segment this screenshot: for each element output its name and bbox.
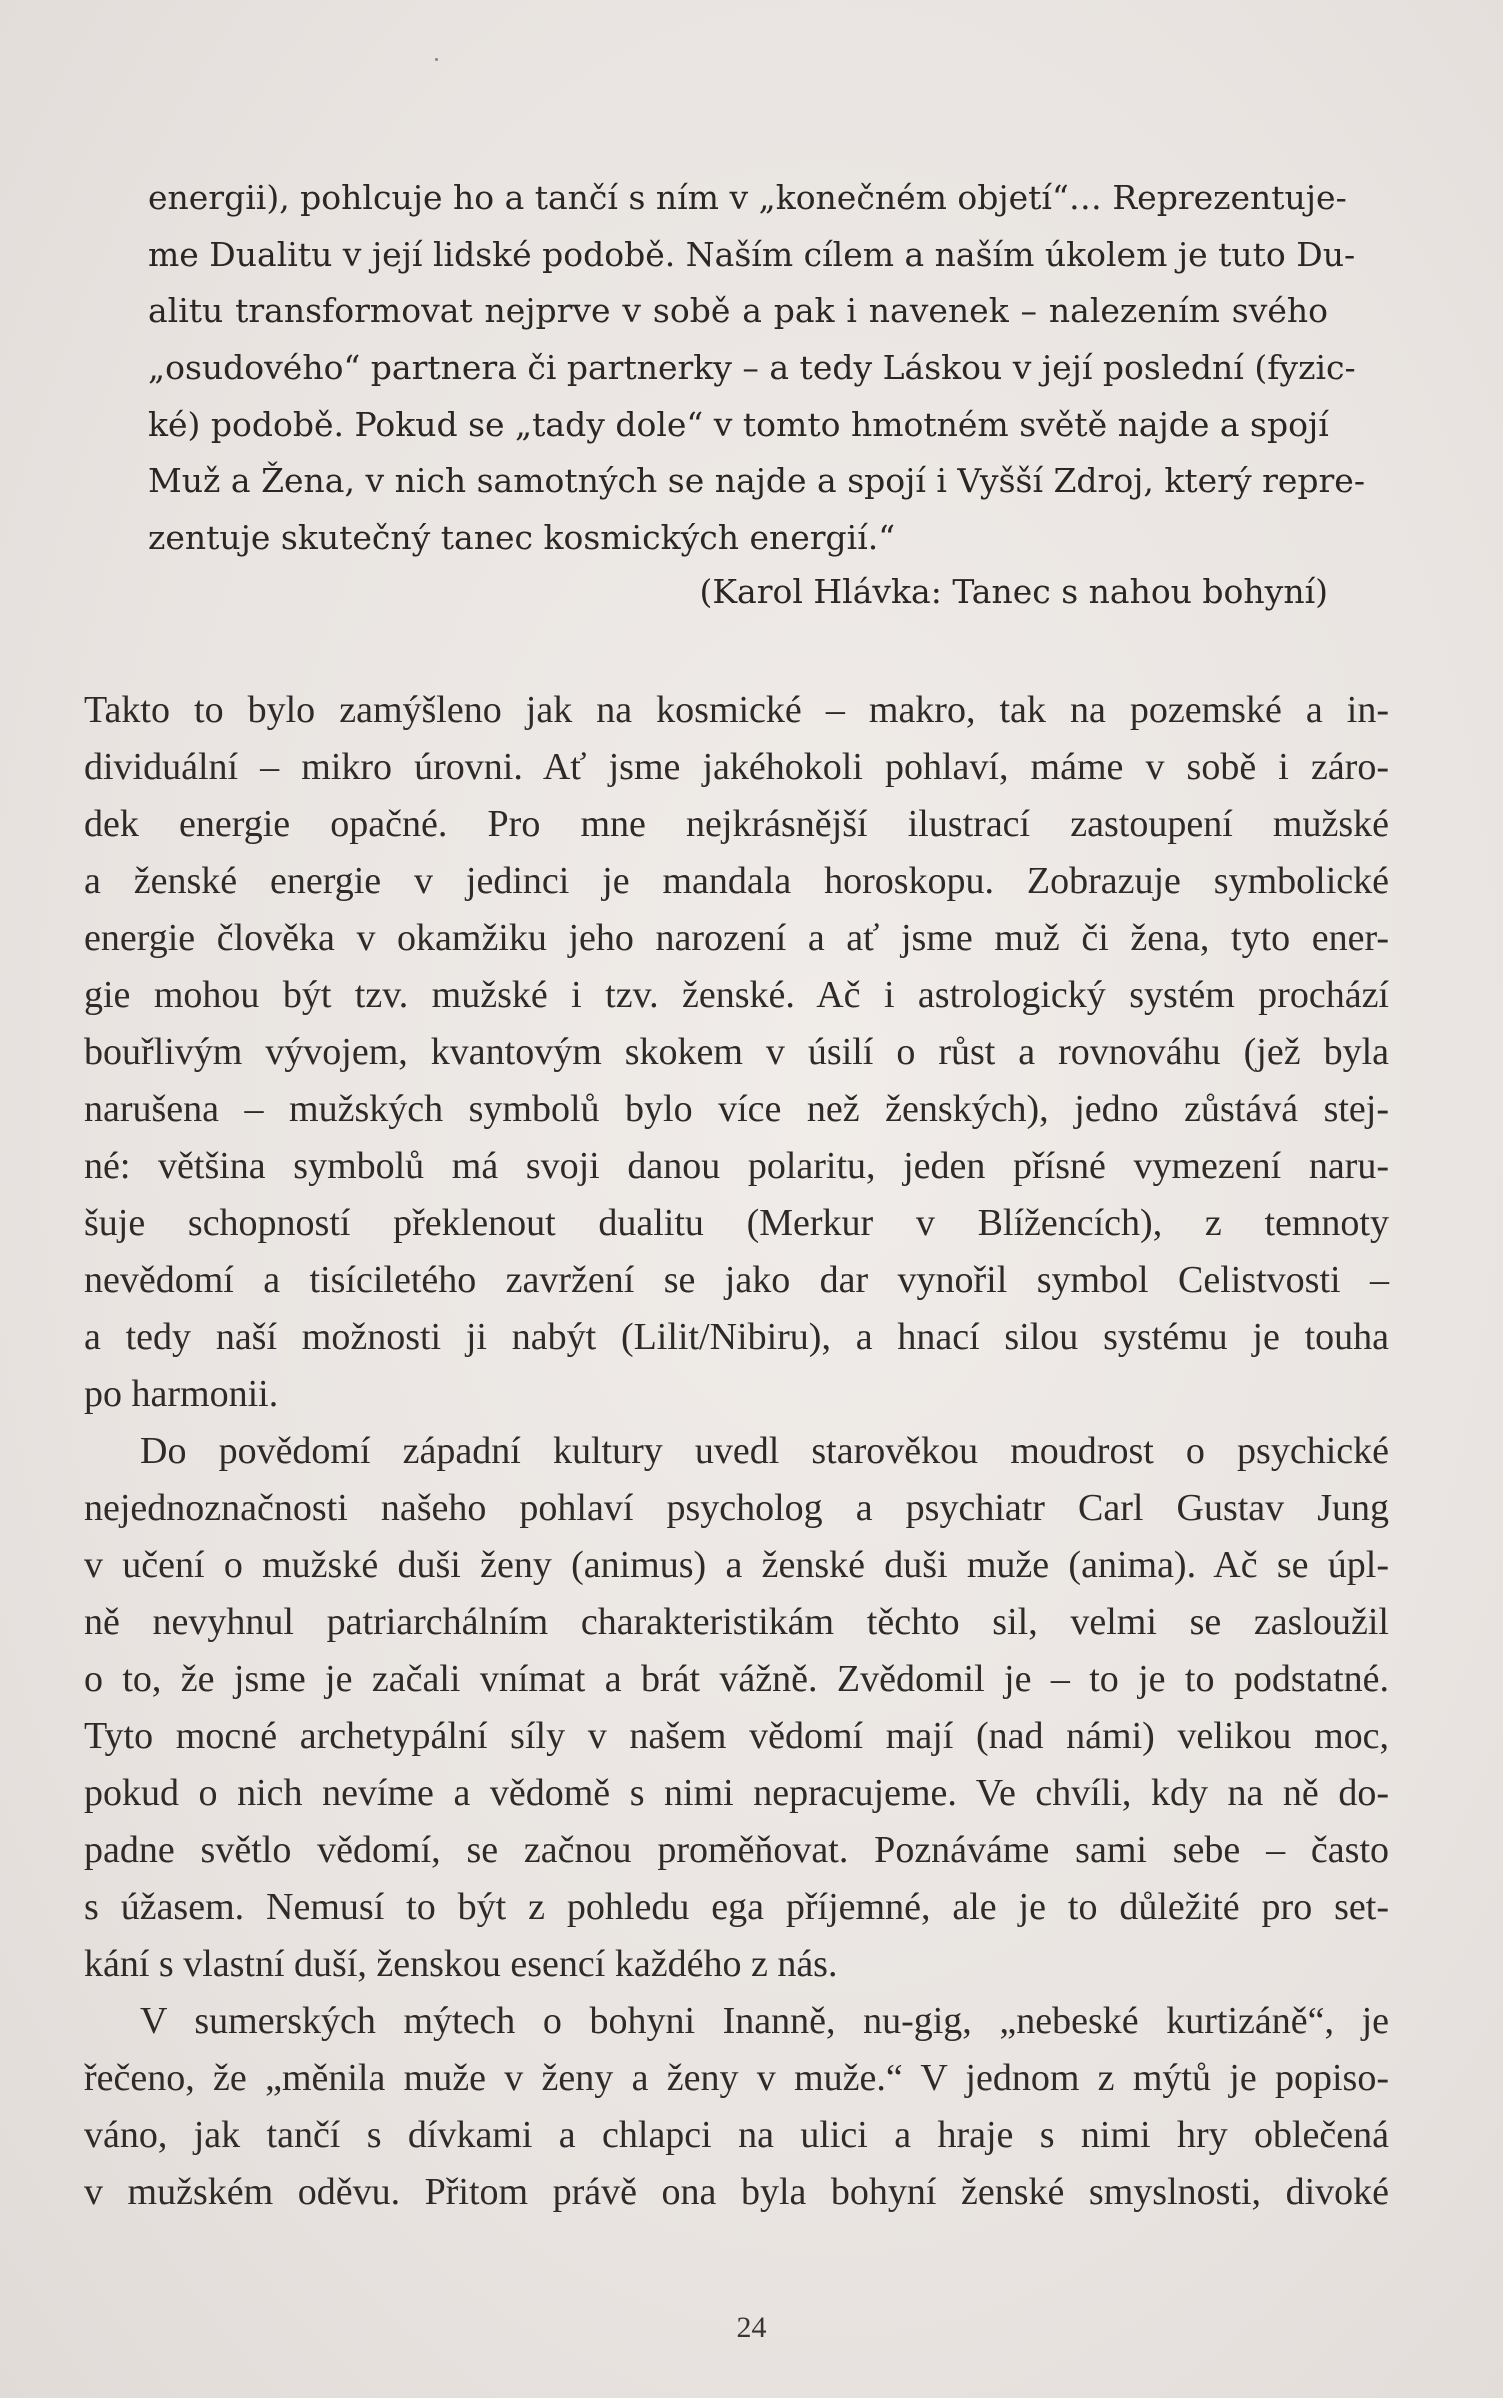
body-line: pokud o nich nevíme a vědomě s nimi nepracujeme. Ve chvíli, kdy na ně do-	[84, 1772, 1389, 1814]
quote-line: energii), pohlcuje ho a tančí s ním v „konečném objetí“… Reprezentuje-	[148, 178, 1347, 217]
body-line: né: většina symbolů má svoji danou polaritu, jeden přísné vymezení naru-	[84, 1145, 1389, 1187]
body-line: s úžasem. Nemusí to být z pohledu ega příjemné, ale je to důležité pro set-	[84, 1886, 1389, 1928]
body-line: Tyto mocné archetypální síly v našem vědomí mají (nad námi) velikou moc,	[84, 1715, 1389, 1757]
quote-attribution: (Karol Hlávka: Tanec s nahou bohyní)	[699, 572, 1328, 611]
body-line: o to, že jsme je začali vnímat a brát vážně. Zvědomil je – to je to podstatné.	[84, 1658, 1389, 1700]
body-line: v mužském oděvu. Přitom právě ona byla bohyní ženské smyslnosti, divoké	[84, 2171, 1389, 2213]
body-line: nejednoznačnosti našeho pohlaví psycholog a psychiatr Carl Gustav Jung	[84, 1487, 1389, 1529]
page-number: 24	[736, 2311, 767, 2344]
speck	[435, 58, 438, 61]
body-line: dividuální – mikro úrovni. Ať jsme jakéhokoli pohlaví, máme v sobě i záro-	[84, 746, 1389, 788]
body-line: váno, jak tančí s dívkami a chlapci na ulici a hraje s nimi hry oblečená	[84, 2114, 1389, 2156]
body-line: dek energie opačné. Pro mne nejkrásnější ilustrací zastoupení mužské	[84, 803, 1389, 845]
body-line: Do povědomí západní kultury uvedl starověkou moudrost o psychické	[140, 1430, 1389, 1472]
body-line: a tedy naší možnosti ji nabýt (Lilit/Nibiru), a hnací silou systému je touha	[84, 1316, 1389, 1358]
body-line: šuje schopností překlenout dualitu (Merkur v Blížencích), z temnoty	[84, 1202, 1389, 1244]
quote-line: zentuje skutečný tanec kosmických energií.“	[148, 518, 896, 557]
quote-line: alitu transformovat nejprve v sobě a pak i navenek – nalezením svého	[148, 291, 1328, 330]
body-line: gie mohou být tzv. mužské i tzv. ženské. Ač i astrologický systém prochází	[84, 974, 1389, 1016]
body-line: řečeno, že „měnila muže v ženy a ženy v muže.“ V jednom z mýtů je popiso-	[84, 2057, 1389, 2099]
body-line: v učení o mužské duši ženy (animus) a ženské duši muže (anima). Ač se úpl-	[84, 1544, 1389, 1586]
quote-line: ké) podobě. Pokud se „tady dole“ v tomto hmotném světě najde a spojí	[148, 405, 1329, 444]
body-line: a ženské energie v jedinci je mandala horoskopu. Zobrazuje symbolické	[84, 860, 1389, 902]
body-line: V sumerských mýtech o bohyni Inanně, nu-gig, „nebeské kurtizáně“, je	[140, 2000, 1389, 2042]
body-line: narušena – mužských symbolů bylo více než ženských), jedno zůstává stej-	[84, 1088, 1389, 1130]
body-line: energie člověka v okamžiku jeho narození a ať jsme muž či žena, tyto ener-	[84, 917, 1389, 959]
body-line: po harmonii.	[84, 1373, 279, 1415]
quote-line: Muž a Žena, v nich samotných se najde a spojí i Vyšší Zdroj, který repre-	[148, 461, 1365, 500]
body-line: kání s vlastní duší, ženskou esencí každého z nás.	[84, 1943, 838, 1985]
quote-line: me Dualitu v její lidské podobě. Naším cílem a naším úkolem je tuto Du-	[148, 235, 1356, 274]
body-line: nevědomí a tisíciletého zavržení se jako dar vynořil symbol Celistvosti –	[84, 1259, 1389, 1301]
body-line: padne světlo vědomí, se začnou proměňovat. Poznáváme sami sebe – často	[84, 1829, 1389, 1871]
quote-line: „osudového“ partnera či partnerky – a tedy Láskou v její poslední (fyzic-	[148, 348, 1356, 387]
body-line: ně nevyhnul patriarchálním charakteristikám těchto sil, velmi se zasloužil	[84, 1601, 1389, 1643]
body-line: Takto to bylo zamýšleno jak na kosmické – makro, tak na pozemské a in-	[84, 689, 1389, 731]
body-line: bouřlivým vývojem, kvantovým skokem v úsilí o růst a rovnováhu (jež byla	[84, 1031, 1389, 1073]
